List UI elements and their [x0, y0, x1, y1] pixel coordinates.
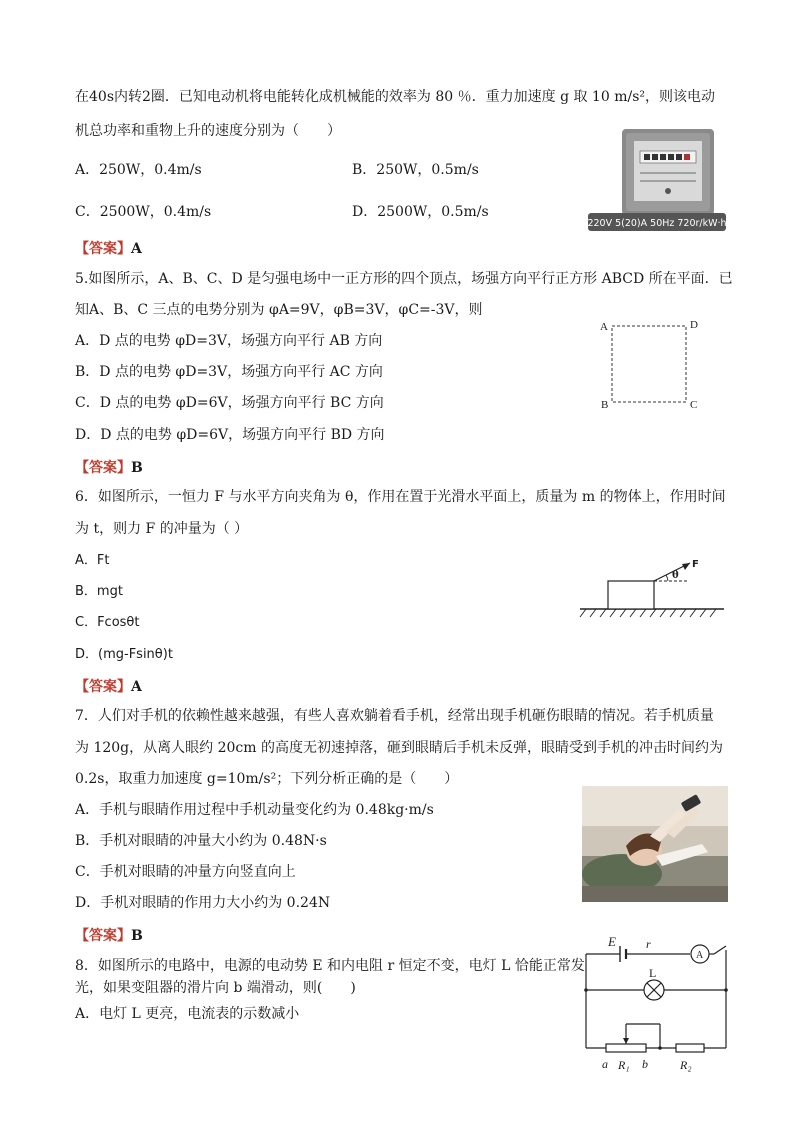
vertex-b-label: B	[601, 399, 609, 411]
q6-line1: 6．如图所示，一恒力 F 与水平方向夹角为 θ，作用在置于光滑水平面上，质量为 m 的物体上，作用时间	[75, 489, 726, 505]
q4-line1: 在40s内转2圈．已知电动机将电能转化成机械能的效率为 80 ％．重力加速度 g 取 10 m/s²，则该电动	[75, 89, 715, 105]
q5-line2: 知A、B、C 三点的电势分别为 φA=9V，φB=3V，φC=-3V，则	[75, 302, 483, 318]
q4-answer	[75, 238, 142, 258]
answer-value: A	[131, 241, 142, 257]
force-label: F	[692, 559, 699, 570]
q7-option-c: C．手机对眼睛的冲量方向竖直向上	[75, 864, 296, 880]
q7-option-b: B．手机对眼睛的冲量大小约为 0.48N·s	[75, 833, 327, 849]
q6-option-d: D．(mg-Fsinθ)t	[75, 647, 173, 662]
terminal-b-label: b	[642, 1057, 648, 1071]
q6-answer	[75, 676, 142, 696]
answer-bracket: 【答案】	[75, 679, 131, 695]
q5-option-c: C．D 点的电势 φD=6V，场强方向平行 BC 方向	[75, 395, 384, 411]
vertex-c-label: C	[690, 399, 698, 411]
answer-bracket: 【答案】	[75, 460, 131, 476]
ammeter-label: A	[696, 950, 704, 961]
q6-option-c: C．Fcosθt	[75, 615, 140, 630]
ground-hatch	[580, 609, 716, 617]
q7-line1: 7．人们对手机的依赖性越来越强，有些人喜欢躺着看手机，经常出现手机砸伤眼睛的情况。若手机质量	[75, 708, 714, 724]
force-block-diagram	[576, 557, 726, 621]
q8-line1: 8．如图所示的电路中，电源的电动势 E 和内电阻 r 恒定不变，电灯 L 恰能正常发	[75, 958, 585, 974]
r2-label: R₂	[680, 1058, 692, 1072]
vertex-a-label: A	[600, 321, 608, 333]
answer-value: B	[131, 928, 143, 944]
answer-value: B	[131, 460, 143, 476]
angle-label: θ	[672, 570, 679, 581]
q5-option-a: A．D 点的电势 φD=3V，场强方向平行 AB 方向	[75, 333, 383, 349]
terminal-a-label: a	[602, 1057, 608, 1071]
q5-answer	[75, 457, 143, 477]
answer-bracket: 【答案】	[75, 241, 131, 257]
q7-option-a: A．手机与眼睛作用过程中手机动量变化约为 0.48kg·m/s	[75, 802, 434, 818]
lamp-label: L	[649, 966, 657, 980]
q5-option-b: B．D 点的电势 φD=3V，场强方向平行 AC 方向	[75, 364, 383, 380]
person-lying-with-phone-photo	[582, 786, 728, 902]
q6-option-b: B．mgt	[75, 584, 123, 599]
answer-value: A	[131, 679, 142, 695]
square-abcd-diagram	[596, 314, 706, 414]
q4-option-a: A．250W，0.4m/s	[75, 162, 202, 178]
emf-label: E	[608, 934, 616, 949]
q7-answer	[75, 925, 143, 945]
block	[608, 581, 654, 609]
q7-line3: 0.2s，取重力加速度 g=10m/s²；下列分析正确的是（ ）	[75, 771, 459, 787]
q7-line2: 为 120g，从离人眼约 20cm 的高度无初速掉落，砸到眼睛后手机未反弹，眼睛受到手机的冲击时间约为	[75, 740, 723, 756]
q5-option-d: D．D 点的电势 φD=6V，场强方向平行 BD 方向	[75, 427, 385, 443]
q5-line1: 5.如图所示，A、B、C、D 是匀强电场中一正方形的四个顶点，场强方向平行正方形 ABCD 所在平面．已	[75, 271, 733, 287]
q8-line2: 光，如果变阻器的滑片向 b 端滑动，则( )	[75, 980, 356, 996]
q4-line2: 机总功率和重物上升的速度分别为（ ）	[75, 123, 341, 139]
q4-option-c: C．2500W，0.4m/s	[75, 204, 212, 220]
q7-option-d: D．手机对眼睛的作用力大小约为 0.24N	[75, 895, 331, 911]
dashed-square	[612, 326, 686, 402]
meter-rating-label: 220V 5(20)A 50Hz 720r/kW·h	[588, 218, 726, 229]
q6-option-a: A．Ft	[75, 553, 110, 568]
q6-line2: 为 t，则力 F 的冲量为（ ）	[75, 521, 249, 537]
r1-label: R₁	[618, 1058, 630, 1072]
q8-option-a: A．电灯 L 更亮，电流表的示数减小	[75, 1006, 300, 1022]
answer-bracket: 【答案】	[75, 928, 131, 944]
vertex-d-label: D	[690, 319, 698, 331]
q4-option-d: D．2500W，0.5m/s	[352, 204, 489, 220]
circuit-diagram	[580, 932, 730, 1080]
q4-option-b: B．250W，0.5m/s	[352, 162, 479, 178]
electric-meter-image	[588, 127, 726, 231]
internal-resistance-label: r	[646, 937, 651, 951]
